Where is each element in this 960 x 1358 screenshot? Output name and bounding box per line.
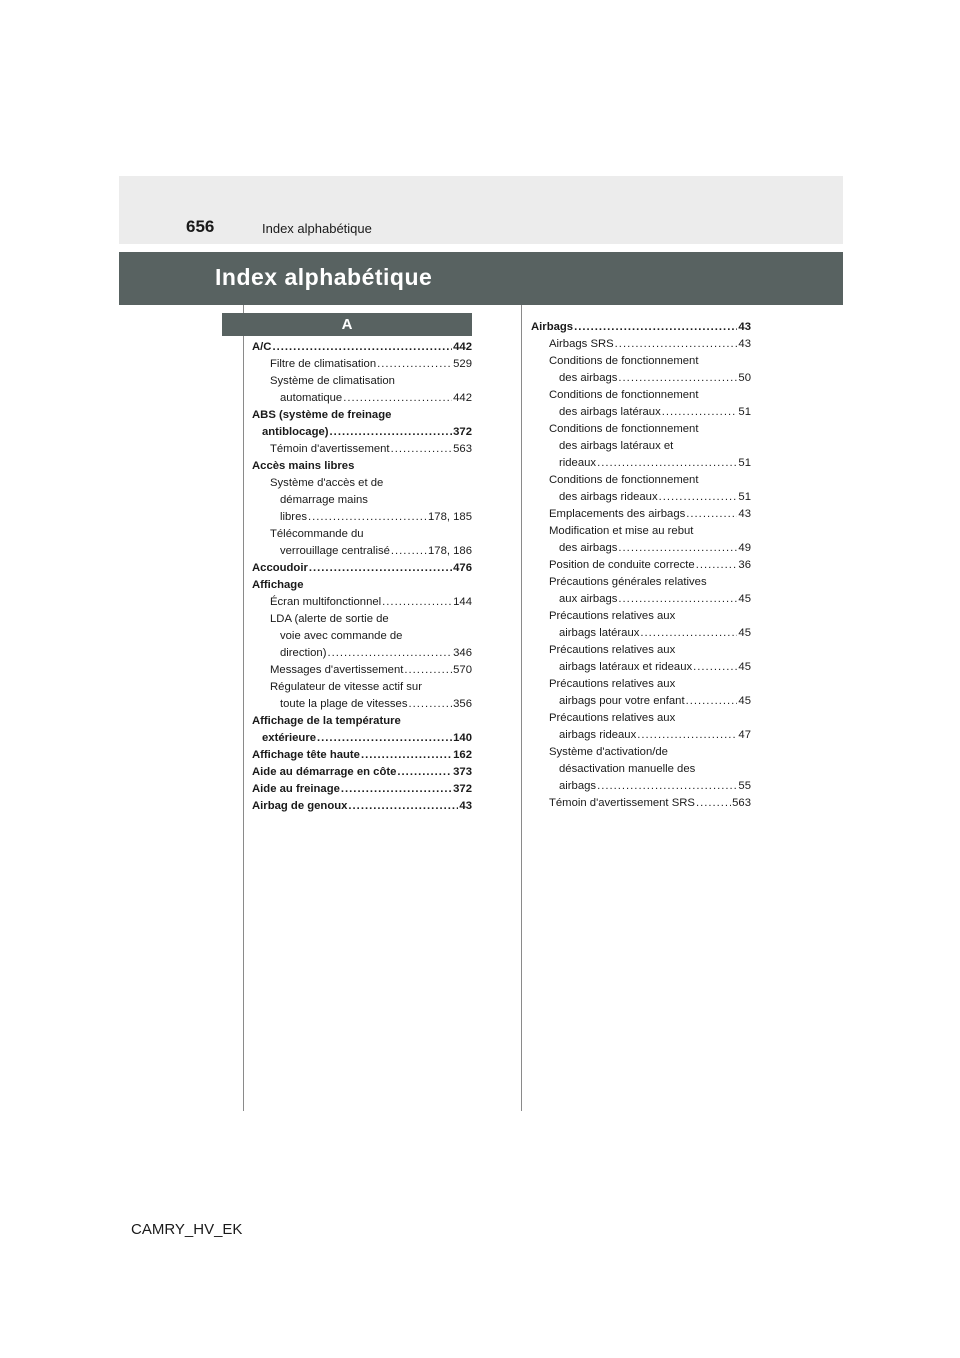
entry-term: Écran multifonctionnel: [270, 596, 382, 608]
entry-term: Airbag de genoux: [252, 800, 348, 812]
index-entry: [531, 778, 751, 795]
entry-page-ref: 45: [738, 593, 751, 605]
index-entry-line: désactivation manuelle des: [559, 763, 696, 775]
dot-leader: [597, 455, 737, 472]
dot-leader: [618, 540, 737, 557]
index-entry-line: Précautions relatives aux: [549, 712, 676, 724]
entry-page-ref: 55: [738, 780, 751, 792]
index-entry-line: Système d'accès et de: [270, 477, 384, 489]
dot-leader: [637, 727, 737, 744]
entry-page-ref: 49: [738, 542, 751, 554]
index-entry: [531, 795, 751, 812]
dot-leader: [693, 659, 737, 676]
index-column-right: [531, 319, 751, 812]
index-entry: [252, 798, 472, 815]
entry-term: libres: [280, 511, 307, 523]
index-entry-line: Conditions de fonctionnement: [549, 423, 699, 435]
dot-leader: [618, 370, 737, 387]
entry-term: toute la plage de vitesses: [280, 698, 408, 710]
index-entry: [252, 594, 472, 611]
entry-term: automatique: [280, 392, 343, 404]
dot-leader: [597, 778, 737, 795]
dot-leader: [308, 509, 427, 526]
dot-leader: [696, 795, 731, 812]
index-entry: [252, 662, 472, 679]
entry-term: des airbags: [559, 542, 618, 554]
column-divider-middle: [521, 305, 522, 1111]
entry-page-ref: 50: [738, 372, 751, 384]
entry-term: extérieure: [262, 732, 317, 744]
running-head: Index alphabétique: [262, 221, 372, 236]
model-code: CAMRY_HV_EK: [131, 1221, 243, 1238]
index-entry: [531, 625, 751, 642]
entry-page-ref: 570: [453, 664, 472, 676]
index-entry: [531, 506, 751, 523]
entry-page-ref: 51: [738, 406, 751, 418]
page-title: Index alphabétique: [215, 264, 433, 290]
index-entry: [252, 696, 472, 713]
dot-leader: [409, 696, 453, 713]
entry-term: Airbags SRS: [549, 338, 614, 350]
entry-page-ref: 346: [453, 647, 472, 659]
index-entry: [252, 764, 472, 781]
entry-term: Témoin d'avertissement: [270, 443, 390, 455]
index-entry-line: démarrage mains: [280, 494, 368, 506]
dot-leader: [272, 339, 452, 356]
entry-term: des airbags latéraux: [559, 406, 661, 418]
index-entry-line: Conditions de fonctionnement: [549, 474, 699, 486]
dot-leader: [382, 594, 452, 611]
index-entry-line: Précautions relatives aux: [549, 678, 676, 690]
index-entry-line: Précautions générales relatives: [549, 576, 707, 588]
dot-leader: [662, 404, 738, 421]
index-entry: [252, 390, 472, 407]
dot-leader: [397, 764, 452, 781]
dot-leader: [341, 781, 452, 798]
dot-leader: [343, 390, 452, 407]
section-letter: A: [222, 313, 472, 336]
entry-page-ref: 356: [453, 698, 472, 710]
index-entry: [531, 319, 751, 336]
dot-leader: [574, 319, 737, 336]
entry-term: Filtre de climatisation: [270, 358, 377, 370]
index-entry: [531, 557, 751, 574]
dot-leader: [404, 662, 452, 679]
index-entry: [531, 404, 751, 421]
entry-term: Aide au démarrage en côte: [252, 766, 397, 778]
dot-leader: [686, 693, 738, 710]
entry-term: airbags pour votre enfant: [559, 695, 685, 707]
dot-leader: [659, 489, 738, 506]
index-entry: [531, 727, 751, 744]
dot-leader: [391, 543, 427, 560]
dot-leader: [640, 625, 737, 642]
entry-term: airbags rideaux: [559, 729, 637, 741]
dot-leader: [377, 356, 452, 373]
entry-page-ref: 45: [738, 627, 751, 639]
index-entry-line: Conditions de fonctionnement: [549, 389, 699, 401]
index-entry: [252, 781, 472, 798]
entry-page-ref: 372: [453, 426, 472, 438]
entry-page-ref: 36: [738, 559, 751, 571]
index-entry-line: Précautions relatives aux: [549, 644, 676, 656]
entry-term: antiblocage): [262, 426, 329, 438]
header-band: [119, 176, 843, 244]
entry-term: Aide au freinage: [252, 783, 340, 795]
entry-page-ref: 442: [453, 341, 472, 353]
index-entry-line: Système de climatisation: [270, 375, 395, 387]
entry-term: des airbags rideaux: [559, 491, 658, 503]
index-entry-line: ABS (système de freinage: [252, 409, 392, 421]
index-entry: [252, 356, 472, 373]
index-entry: [531, 336, 751, 353]
index-entry-line: voie avec commande de: [280, 630, 403, 642]
entry-page-ref: 51: [738, 457, 751, 469]
index-entry-line: Accès mains libres: [252, 460, 355, 472]
index-entry: [252, 645, 472, 662]
entry-term: Témoin d'avertissement SRS: [549, 797, 695, 809]
entry-page-ref: 43: [738, 338, 751, 350]
index-entry-line: Régulateur de vitesse actif sur: [270, 681, 422, 693]
entry-page-ref: 442: [453, 392, 472, 404]
column-divider-left: [243, 305, 244, 1111]
title-bar: [119, 252, 843, 305]
entry-page-ref: 140: [453, 732, 472, 744]
index-entry: [531, 370, 751, 387]
index-entry-line: Télécommande du: [270, 528, 364, 540]
entry-page-ref: 563: [732, 797, 751, 809]
dot-leader: [618, 591, 737, 608]
entry-page-ref: 178, 186: [428, 545, 472, 557]
page-number: 656: [186, 217, 215, 236]
entry-term: rideaux: [559, 457, 597, 469]
index-entry: [252, 339, 472, 356]
entry-term: airbags latéraux et rideaux: [559, 661, 693, 673]
dot-leader: [391, 441, 453, 458]
entry-page-ref: 144: [453, 596, 472, 608]
index-entry: [252, 747, 472, 764]
index-entry: [531, 455, 751, 472]
index-entry-line: Affichage de la température: [252, 715, 401, 727]
entry-term: verrouillage centralisé: [280, 545, 390, 557]
entry-page-ref: 45: [738, 661, 751, 673]
dot-leader: [686, 506, 737, 523]
index-entry-line: des airbags latéraux et: [559, 440, 674, 452]
index-entry: [531, 540, 751, 557]
entry-term: airbags latéraux: [559, 627, 640, 639]
index-entry-line: Conditions de fonctionnement: [549, 355, 699, 367]
index-entry: [252, 441, 472, 458]
entry-page-ref: 43: [738, 321, 751, 333]
entry-page-ref: 43: [459, 800, 472, 812]
entry-term: A/C: [252, 341, 272, 353]
entry-term: Position de conduite correcte: [549, 559, 695, 571]
index-entry: [252, 730, 472, 747]
index-entry: [531, 591, 751, 608]
dot-leader: [696, 557, 738, 574]
index-entry: [252, 424, 472, 441]
dot-leader: [615, 336, 738, 353]
entry-term: airbags: [559, 780, 597, 792]
index-entry-line: Affichage: [252, 579, 304, 591]
entry-term: Affichage tête haute: [252, 749, 360, 761]
index-entry: [531, 693, 751, 710]
index-entry: [252, 543, 472, 560]
index-entry: [531, 659, 751, 676]
entry-term: des airbags: [559, 372, 618, 384]
entry-page-ref: 563: [453, 443, 472, 455]
entry-page-ref: 178, 185: [428, 511, 472, 523]
entry-page-ref: 45: [738, 695, 751, 707]
entry-term: aux airbags: [559, 593, 618, 605]
entry-page-ref: 51: [738, 491, 751, 503]
dot-leader: [327, 645, 452, 662]
entry-page-ref: 47: [738, 729, 751, 741]
dot-leader: [317, 730, 452, 747]
dot-leader: [348, 798, 458, 815]
index-entry: [252, 509, 472, 526]
dot-leader: [361, 747, 452, 764]
entry-term: direction): [280, 647, 327, 659]
index-entry: [531, 489, 751, 506]
entry-page-ref: 529: [453, 358, 472, 370]
entry-term: Accoudoir: [252, 562, 308, 574]
index-entry-line: Système d'activation/de: [549, 746, 668, 758]
entry-page-ref: 43: [738, 508, 751, 520]
entry-term: Messages d'avertissement: [270, 664, 404, 676]
entry-page-ref: 372: [453, 783, 472, 795]
index-entry-line: LDA (alerte de sortie de: [270, 613, 389, 625]
index-column-left: [252, 339, 472, 815]
entry-term: Airbags: [531, 321, 574, 333]
entry-page-ref: 476: [453, 562, 472, 574]
entry-term: Emplacements des airbags: [549, 508, 686, 520]
entry-page-ref: 162: [453, 749, 472, 761]
dot-leader: [330, 424, 453, 441]
entry-page-ref: 373: [453, 766, 472, 778]
index-entry: [252, 560, 472, 577]
index-entry-line: Modification et mise au rebut: [549, 525, 694, 537]
index-entry-line: Précautions relatives aux: [549, 610, 676, 622]
dot-leader: [309, 560, 452, 577]
